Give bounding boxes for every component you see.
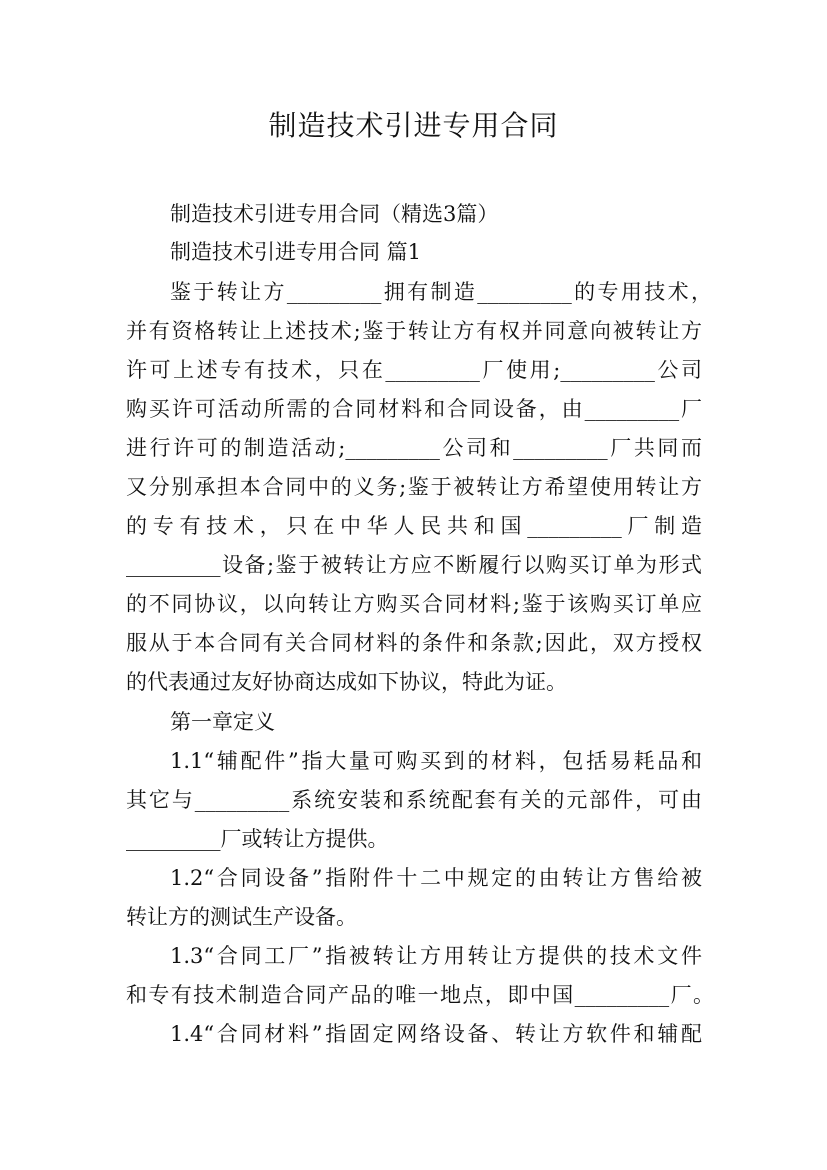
paragraph-line: 的不同协议，以向转让方购买合同材料;鉴于该购买订单应 (126, 592, 702, 616)
paragraph-line: 其它与_________系统安装和系统配套有关的元部件，可由 (126, 788, 702, 812)
chapter-heading: 第一章定义 (170, 710, 275, 734)
paragraph-line: 购买许可活动所需的合同材料和合同设备，由_________厂 (126, 397, 702, 421)
paragraph-line: 许可上述专有技术，只在_________厂使用;_________公司 (126, 358, 702, 382)
paragraph-line: 的专有技术，只在中华人民共和国_________厂制造 (126, 514, 702, 538)
paragraph-line: 并有资格转让上述技术;鉴于转让方有权并同意向被转让方 (126, 319, 702, 343)
paragraph-line: 进行许可的制造活动;_________公司和_________厂共同而 (126, 436, 702, 460)
section-heading: 制造技术引进专用合同 篇1 (170, 240, 422, 264)
paragraph-line: 1.4“合同材料”指固定网络设备、转让方软件和辅配 (170, 1022, 702, 1046)
paragraph-line: _________厂或转让方提供。 (126, 827, 389, 851)
paragraph-line: 1.1“辅配件”指大量可购买到的材料，包括易耗品和 (170, 749, 702, 773)
paragraph-line: 又分别承担本合同中的义务;鉴于被转让方希望使用转让方 (126, 475, 702, 499)
paragraph-line: 1.2“合同设备”指附件十二中规定的由转让方售给被 (170, 866, 702, 890)
paragraph-line: 1.3“合同工厂”指被转让方用转让方提供的技术文件 (170, 944, 702, 968)
paragraph-line: _________设备;鉴于被转让方应不断履行以购买订单为形式 (126, 553, 702, 577)
subtitle-line: 制造技术引进专用合同（精选3篇） (170, 202, 499, 226)
paragraph-line: 的代表通过友好协商达成如下协议，特此为证。 (126, 670, 567, 694)
paragraph-line: 转让方的测试生产设备。 (126, 905, 357, 929)
document-title: 制造技术引进专用合同 (268, 109, 559, 142)
paragraph-line: 服从于本合同有关合同材料的条件和条款;因此，双方授权 (126, 631, 702, 655)
paragraph-line: 和专有技术制造合同产品的唯一地点，即中国_________厂。 (126, 983, 714, 1007)
paragraph-line: 鉴于转让方_________拥有制造_________的专用技术， (170, 280, 712, 304)
